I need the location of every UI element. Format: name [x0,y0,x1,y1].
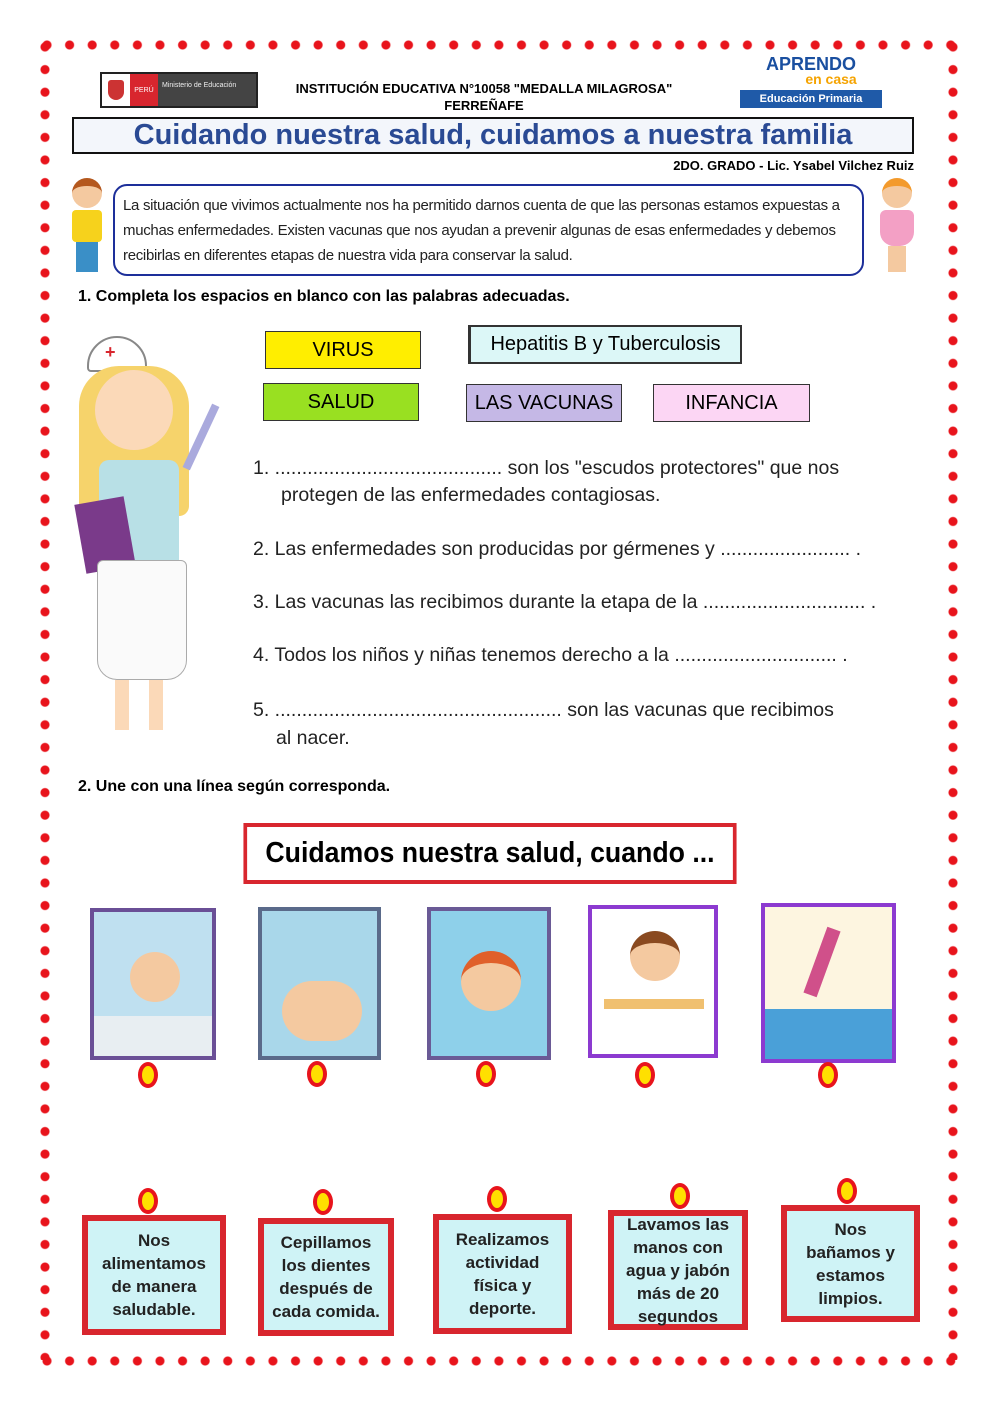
connector-dot[interactable] [138,1062,158,1088]
peru-label: PERÚ [130,74,158,106]
connector-dot[interactable] [818,1062,838,1088]
word-box-virus: VIRUS [265,331,421,369]
handwashing-picture [258,907,381,1060]
institution-name: INSTITUCIÓN EDUCATIVA N°10058 "MEDALLA MILAGROSA" [295,81,673,96]
connector-dot[interactable] [476,1061,496,1087]
question-1-heading: 1. Completa los espacios en blanco con las palabras adecuadas. [78,288,570,305]
card-brushing-teeth: Cepillamos los dientes después de cada comida. [258,1218,394,1336]
card-healthy-eating: Nos alimentamos de manera saludable. [82,1215,226,1335]
girl-illustration [872,178,922,274]
sentence-1: 1. .......................................... son los "escudos protectores" que nos [253,457,840,479]
connector-dot[interactable] [487,1186,507,1212]
word-box-infancia: INFANCIA [653,384,810,422]
healthy-eating-picture [588,905,718,1058]
ministry-label: Ministerio de Educación [158,74,256,106]
page-title: Cuidando nuestra salud, cuidamos a nuestra familia [72,117,914,154]
boy-illustration [64,178,110,274]
dotted-border-top [40,38,960,52]
toothbrushing-picture [427,907,551,1060]
connector-dot[interactable] [670,1183,690,1209]
card-bathing: Nos bañamos y estamos limpios. [781,1205,920,1322]
card-physical-activity: Realizamos actividad física y deporte. [433,1214,572,1334]
sentence-5-cont: al nacer. [276,727,350,749]
institution-city: FERREÑAFE [444,98,524,113]
aprendo-en-casa-logo: APRENDO en casa Educación Primaria [740,56,882,112]
connector-dot[interactable] [307,1061,327,1087]
word-box-salud: SALUD [263,383,419,421]
nurse-illustration: + [75,330,240,740]
sentence-1-cont: protegen de las enfermedades contagiosas. [281,484,661,506]
bathing-picture [90,908,216,1060]
word-box-las-vacunas: LAS VACUNAS [466,384,622,422]
exercise-picture [761,903,896,1063]
connector-dot[interactable] [635,1062,655,1088]
connector-dot[interactable] [837,1178,857,1204]
question-2-heading: 2. Une con una línea según corresponda. [78,778,391,795]
sentence-5: 5. ..................................................... son las vacunas que recibimos [253,699,834,721]
ministry-logo [100,72,258,108]
intro-text-box: La situación que vivimos actualmente nos ha permitido darnos cuenta de que las personas estamos expuestas a muchas enfermedades. Existen vacunas que nos ayudan a prevenir algunas de esas enfermedades y debemos recibirlas en diferentes etapas de nuestra vida para conservar la salud. [113,184,864,276]
sentence-4: 4. Todos los niños y niñas tenemos derecho a la .............................. . [253,644,848,666]
word-box-hepatitis: Hepatitis B y Tuberculosis [468,325,742,364]
dotted-border-left [38,40,52,1360]
peru-shield-icon [102,74,130,106]
connector-dot[interactable] [138,1188,158,1214]
grade-teacher: 2DO. GRADO - Lic. Ysabel Vilchez Ruiz [673,158,914,173]
sentence-3: 3. Las vacunas las recibimos durante la etapa de la .............................. . [253,591,877,613]
sentence-2: 2. Las enfermedades son producidas por gérmenes y ........................ . [253,538,862,560]
banner: Cuidamos nuestra salud, cuando ... [243,823,736,884]
card-handwashing: Lavamos las manos con agua y jabón más de 20 segundos [608,1210,748,1330]
dotted-border-bottom [40,1354,960,1368]
connector-dot[interactable] [313,1189,333,1215]
dotted-border-right [946,40,960,1360]
